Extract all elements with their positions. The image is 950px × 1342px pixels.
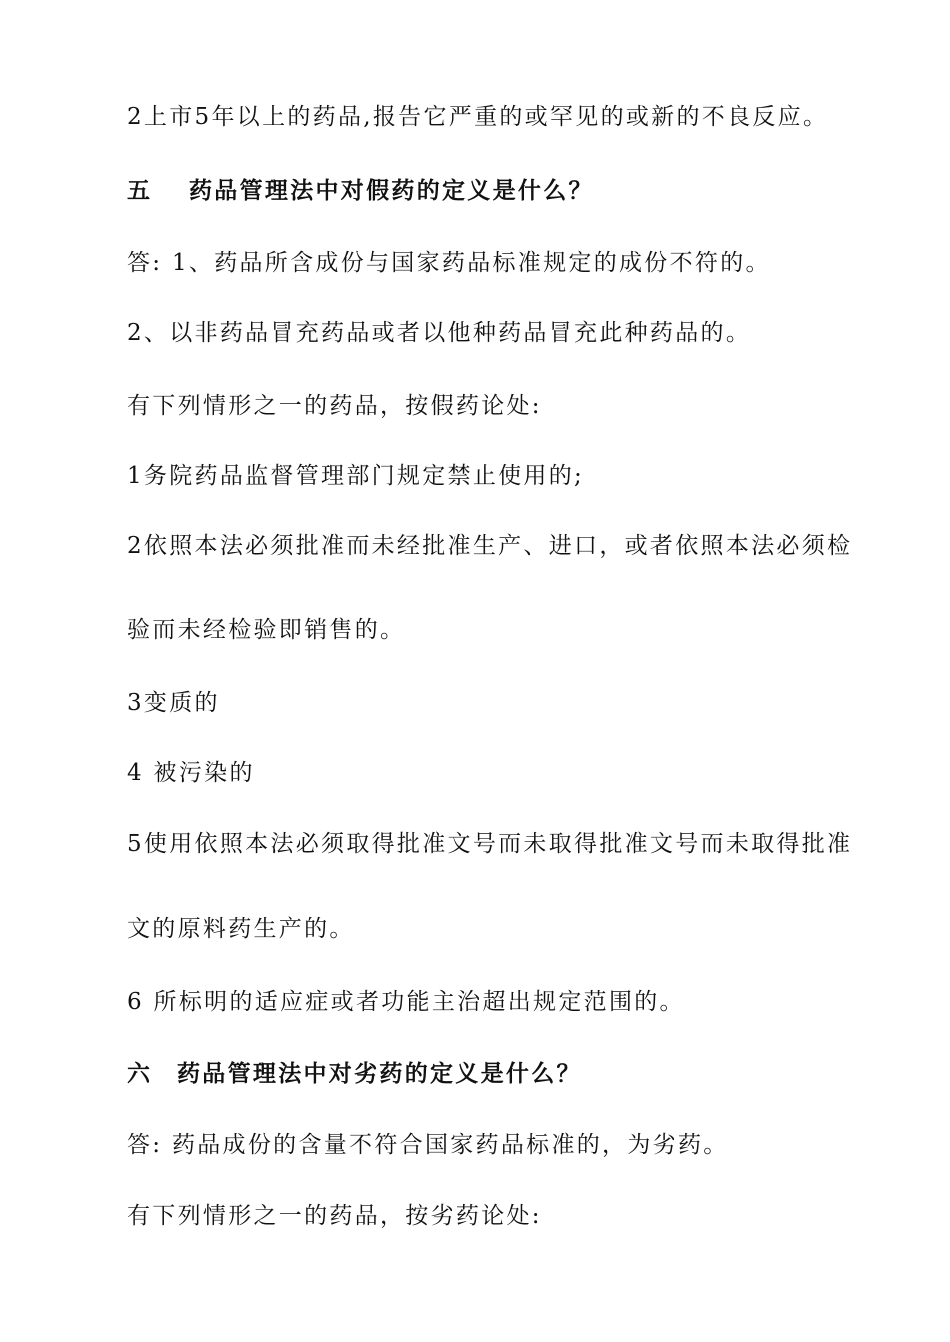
section-heading-6 xyxy=(127,1058,582,1090)
list-item: 5使用依照本法必须取得批准文号而未取得批准文号而未取得批准 xyxy=(127,831,853,857)
list-item-continuation: 验而未经检验即销售的。 xyxy=(127,617,406,643)
section-number: 五 xyxy=(127,177,153,204)
section-title: 药品管理法中对劣药的定义是什么？ xyxy=(177,1060,582,1087)
section-heading-5 xyxy=(127,175,594,207)
paragraph-line: 有下列情形之一的药品，按假药论处: xyxy=(127,393,542,419)
answer-line: 答: 1、药品所含成份与国家药品标准规定的成份不符的。 xyxy=(127,250,771,276)
list-item: 6 所标明的适应症或者功能主治超出规定范围的。 xyxy=(127,989,685,1015)
list-item: 2依照本法必须批准而未经批准生产、进口，或者依照本法必须检 xyxy=(127,533,853,559)
section-number: 六 xyxy=(127,1060,153,1087)
list-item-continuation: 文的原料药生产的。 xyxy=(127,916,355,942)
paragraph-line: 有下列情形之一的药品，按劣药论处: xyxy=(127,1203,542,1229)
list-item: 3变质的 xyxy=(127,690,220,716)
paragraph-line: 2、以非药品冒充药品或者以他种药品冒充此种药品的。 xyxy=(127,320,752,346)
list-item: 4 被污染的 xyxy=(127,760,255,786)
answer-line: 答: 药品成份的含量不符合国家药品标准的，为劣药。 xyxy=(127,1132,729,1158)
section-title: 药品管理法中对假药的定义是什么？ xyxy=(189,177,594,204)
paragraph-line: 2上市5年以上的药品,报告它严重的或罕见的或新的不良反应。 xyxy=(127,104,829,130)
list-item: 1务院药品监督管理部门规定禁止使用的; xyxy=(127,463,585,489)
